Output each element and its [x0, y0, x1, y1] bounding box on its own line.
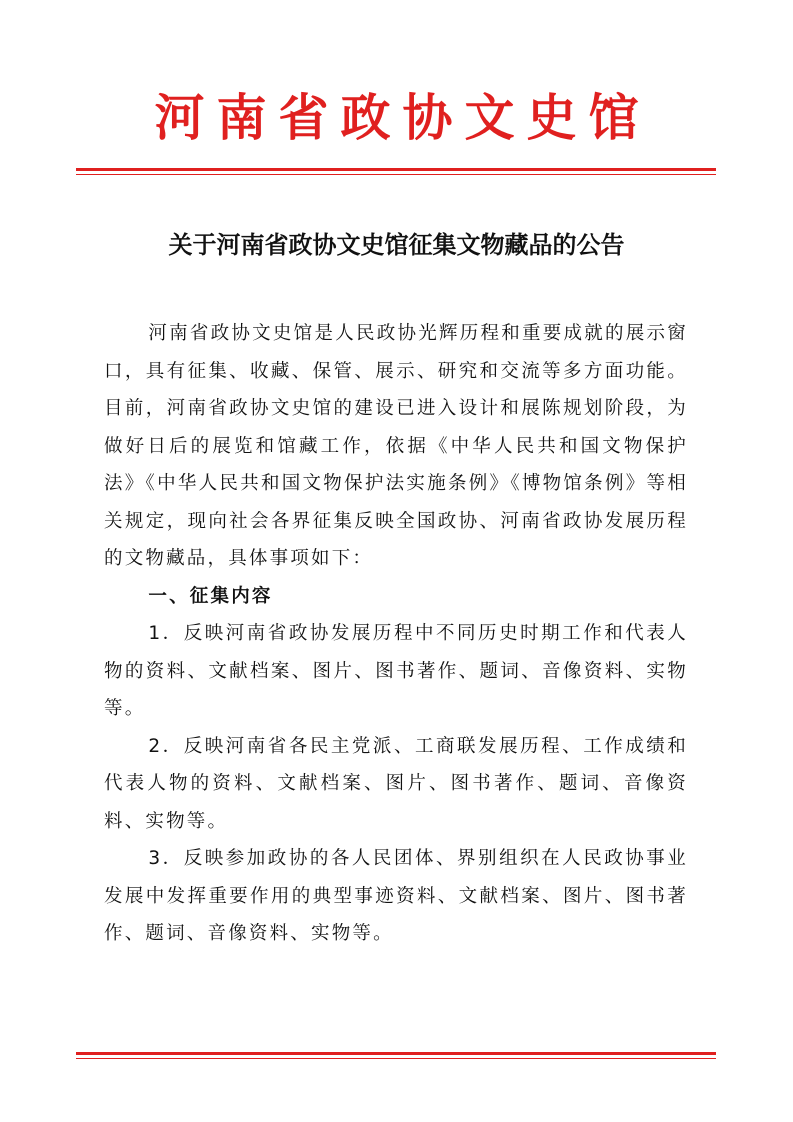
- footer-divider-thick: [76, 1052, 716, 1055]
- document-title: 关于河南省政协文史馆征集文物藏品的公告: [168, 230, 625, 259]
- list-item: 1．反映河南省政协发展历程中不同历史时期工作和代表人物的资料、文献档案、图片、图书著作、题词、音像资料、实物等。: [104, 623, 688, 719]
- intro-paragraph: 河南省政协文史馆是人民政协光辉历程和重要成就的展示窗口，具有征集、收藏、保管、展示、研究和交流等多方面功能。目前，河南省政协文史馆的建设已进入设计和展陈规划阶段，为做好日后的展览和馆藏工作，依据《中华人民共和国文物保护法》《中华人民共和国文物保护法实施条例》《博物馆条例》等相关规定，现向社会各界征集反映全国政协、河南省政协发展历程的文物藏品，具体事项如下：: [104, 323, 688, 569]
- list-item: 3．反映参加政协的各人民团体、界别组织在人民政协事业发展中发挥重要作用的典型事迹资料、文献档案、图片、图书著作、题词、音像资料、实物等。: [104, 848, 688, 944]
- list-item: 2．反映河南省各民主党派、工商联发展历程、工作成绩和代表人物的资料、文献档案、图片、图书著作、题词、音像资料、实物等。: [104, 735, 688, 832]
- letterhead-divider-thick: [76, 168, 716, 171]
- section-heading-collection-content: 一、征集内容: [148, 585, 273, 607]
- letterhead-divider-thin: [76, 174, 716, 175]
- letterhead-title: 河南省政协文史馆: [154, 88, 651, 147]
- footer-divider-thin: [76, 1058, 716, 1059]
- document-body: [104, 315, 688, 953]
